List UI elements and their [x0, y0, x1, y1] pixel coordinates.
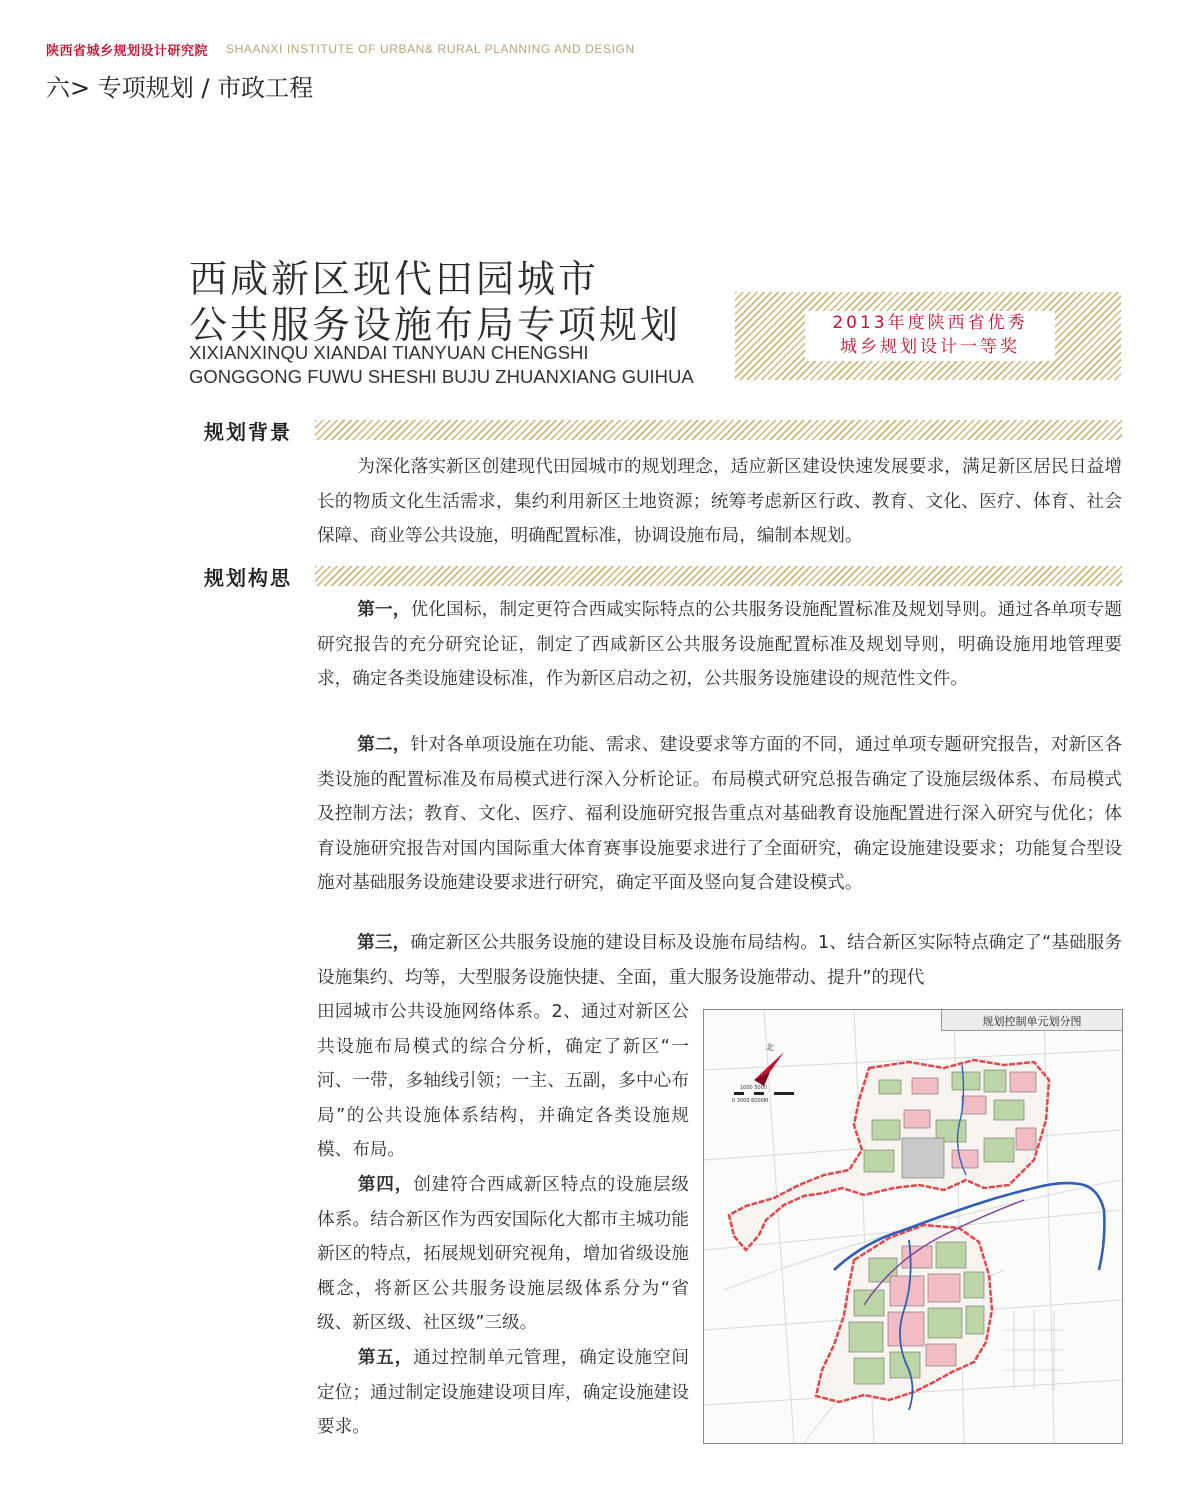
organization-name-cn: 陕西省城乡规划设计研究院 — [46, 44, 209, 59]
point-4-lead: 第四， — [357, 1174, 414, 1195]
section-breadcrumb: 六> 专项规划 / 市政工程 — [46, 74, 314, 102]
page-title-line-2: 公共服务设施布局专项规划 — [189, 303, 682, 347]
paragraph-column-left — [317, 995, 689, 1445]
urban-grid — [1004, 1310, 1064, 1390]
point-5-lead: 第五， — [357, 1347, 414, 1368]
scale-label-top: 1000 5000 — [740, 1085, 768, 1091]
point-3-lead: 第三， — [357, 933, 411, 953]
point-3-text-a: 确定新区公共服务设施的建设目标及设施布局结构。1、结合新区实际特点确定了“基础服务设施集约、均等，大型服务设施快捷、全面，重大服务设施带动、提升”的现代 — [317, 933, 1122, 988]
point-2-text: 针对各单项设施在功能、需求、建设要求等方面的不同，通过单项专题研究报告，对新区各类设施的配置标准及布局模式进行深入分析论证。布局模式研究总报告确定了设施层级体系、布局模式及控制方法；教育、文化、医疗、福利设施研究报告重点对基础教育设施配置进行深入研究与优化；体育设施研究报告对国内国际重大体育赛事设施要求进行了全面研究，确定设施建设要求；功能复合型设施对基础服务设施建设要求进行研究，确定平面及竖向复合建设模式。 — [317, 735, 1122, 894]
paragraph-background — [317, 450, 1122, 554]
map-title: 规划控制单元划分图 — [982, 1015, 1082, 1028]
point-5-text: 通过控制单元管理，确定设施空间定位；通过制定设施建设项目库，确定设施建设要求。 — [317, 1347, 689, 1438]
title-pinyin-line-2: GONGGONG FUWU SHESHI BUJU ZHUANXIANG GUIHUA — [189, 366, 694, 387]
paragraph-point-4 — [317, 1168, 689, 1341]
point-1-text: 优化国标，制定更符合西咸实际特点的公共服务设施配置标准及规划导则。通过各单项专题研究报告的充分研究论证，制定了西咸新区公共服务设施配置标准及规划导则，明确设施用地管理要求，确定各类设施建设标准，作为新区启动之初，公共服务设施建设的规范性文件。 — [317, 600, 1122, 690]
title-pinyin-line-1: XIXIANXINQU XIANDAI TIANYUAN CHENGSHI — [189, 342, 589, 363]
section-heading-background: 规划背景 — [204, 420, 292, 444]
point-3-text-b: 田园城市公共设施网络体系。2、通过对新区公共设施布局模式的综合分析，确定了新区“一河、一带，多轴线引领；一主、五副，多中心布局”的公共设施体系结构，并确定各类设施规模、布局。 — [317, 1002, 689, 1161]
award-line-1: 2013年度陕西省优秀 — [832, 313, 1028, 333]
point-2-lead: 第二， — [357, 735, 411, 755]
section-heading-concept: 规划构思 — [204, 566, 292, 590]
paragraph-point-3-full-width — [317, 926, 1122, 994]
scale-label-bottom: 0 3000 6000M — [732, 1098, 769, 1104]
section-divider-hatch — [315, 566, 1122, 586]
control-unit-map — [703, 1009, 1123, 1444]
page-title-line-1: 西咸新区现代田园城市 — [189, 257, 600, 301]
map-title-box — [941, 1010, 1122, 1031]
paragraph-background-text: 为深化落实新区创建现代田园城市的规划理念，适应新区建设快速发展要求，满足新区居民日益增长的物质文化生活需求，集约利用新区土地资源；统筹考虑新区行政、教育、文化、医疗、体育、社会保障、商业等公共设施，明确配置标准，协调设施布局，编制本规划。 — [317, 457, 1122, 547]
section-divider-hatch — [315, 420, 1122, 440]
organization-name-en: SHAANXI INSTITUTE OF URBAN& RURAL PLANNING AND DESIGN — [226, 42, 635, 56]
point-4-text: 创建符合西咸新区特点的设施层级体系。结合新区作为西安国际化大都市主城功能新区的特点，拓展规划研究视角，增加省级设施概念，将新区公共服务设施层级体系分为“省级、新区级、社区级”三级。 — [317, 1174, 689, 1334]
paragraph-point-2 — [317, 728, 1122, 901]
point-1-lead: 第一， — [357, 600, 411, 620]
award-text-box — [805, 311, 1055, 361]
scale-bar — [732, 1085, 794, 1104]
paragraph-point-1 — [317, 593, 1122, 697]
paragraph-point-5 — [317, 1341, 689, 1445]
award-line-2: 城乡规划设计一等奖 — [840, 337, 1020, 357]
map-drawing — [704, 1010, 1122, 1443]
north-label: 北 — [766, 1043, 774, 1052]
award-banner — [735, 292, 1121, 380]
